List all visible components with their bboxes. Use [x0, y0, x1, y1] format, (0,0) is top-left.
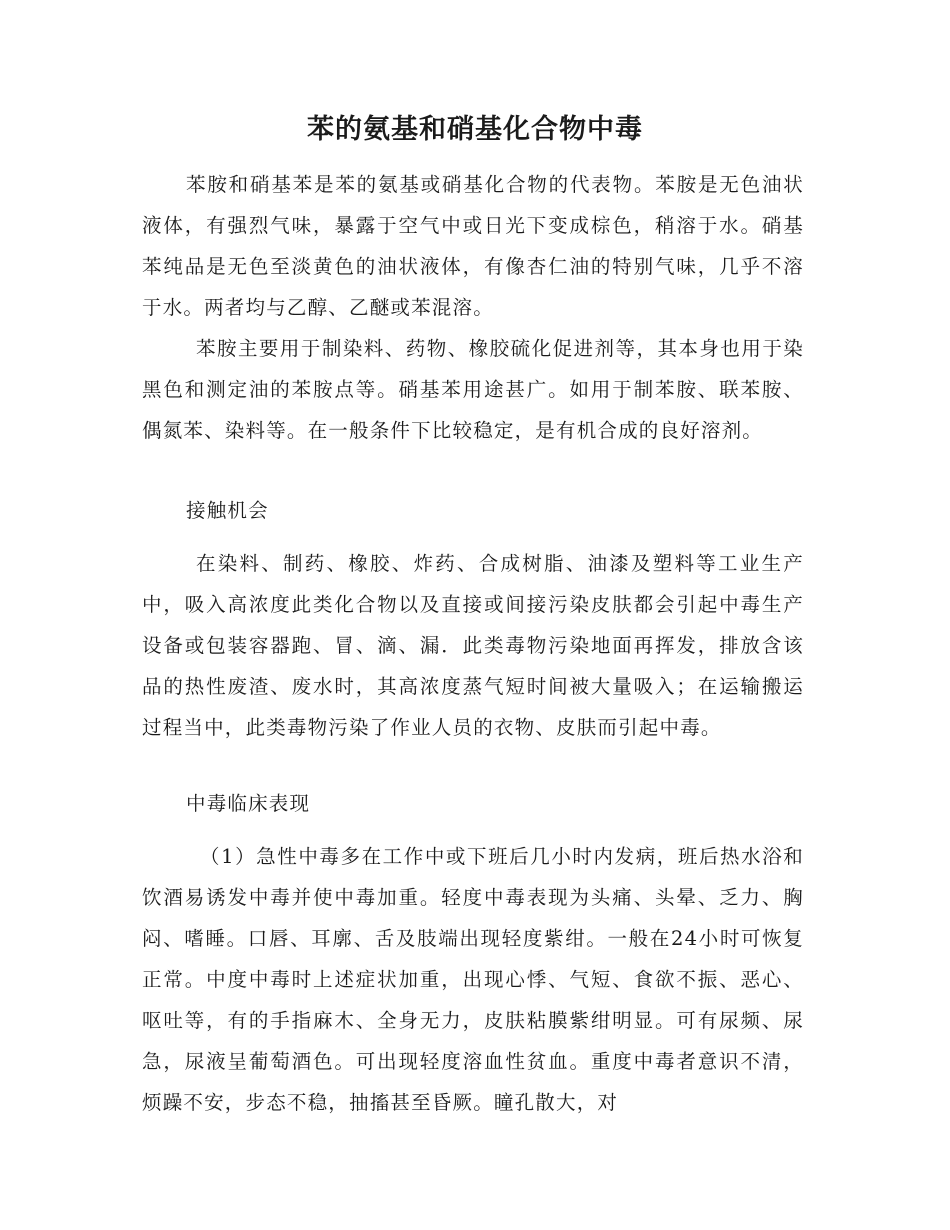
paragraph-clinical: （1）急性中毒多在工作中或下班后几小时内发病，班后热水浴和饮酒易诱发中毒并使中毒加重。轻度中毒表现为头痛、头晕、乏力、胸闷、嗜睡。口唇、耳廓、舌及肢端出现轻度紫绀。一般在24小时可恢复正常。中度中毒时上述症状加重，出现心悸、气短、食欲不振、恶心、呕吐等，有的手指麻木、全身无力，皮肤粘膜紫绀明显。可有尿频、尿急，尿液呈葡萄酒色。可出现轻度溶血性贫血。重度中毒者意识不清，烦躁不安，步态不稳，抽搐甚至昏厥。瞳孔散大，对 [142, 845, 804, 1114]
paragraph-uses: 苯胺主要用于制染料、药物、橡胶硫化促进剂等，其本身也用于染黑色和测定油的苯胺点等。硝基苯用途甚广。如用于制苯胺、联苯胺、偶氮苯、染料等。在一般条件下比较稳定，是有机合成的良好溶剂。 [142, 337, 804, 442]
document-title: 苯的氨基和硝基化合物中毒 [307, 114, 643, 145]
section-heading-clinical: 中毒临床表现 [186, 792, 311, 815]
paragraph-intro: 苯胺和硝基苯是苯的氨基或硝基化合物的代表物。苯胺是无色油状液体，有强烈气味，暴露于空气中或日光下变成棕色，稍溶于水。硝基苯纯品是无色至淡黄色的油状液体，有像杏仁油的特别气味，几乎不溶于水。两者均与乙醇、乙醚或苯混溶。 [142, 173, 804, 319]
paragraph-exposure: 在染料、制药、橡胶、炸药、合成树脂、油漆及塑料等工业生产中，吸入高浓度此类化合物以及直接或间接污染皮肤都会引起中毒生产设备或包装容器跑、冒、滴、漏．此类毒物污染地面再挥发，排放含该品的热性废渣、废水时，其高浓度蒸气短时间被大量吸入；在运输搬运过程当中，此类毒物污染了作业人员的衣物、皮肤而引起中毒。 [142, 552, 804, 739]
section-heading-exposure: 接触机会 [186, 499, 269, 522]
